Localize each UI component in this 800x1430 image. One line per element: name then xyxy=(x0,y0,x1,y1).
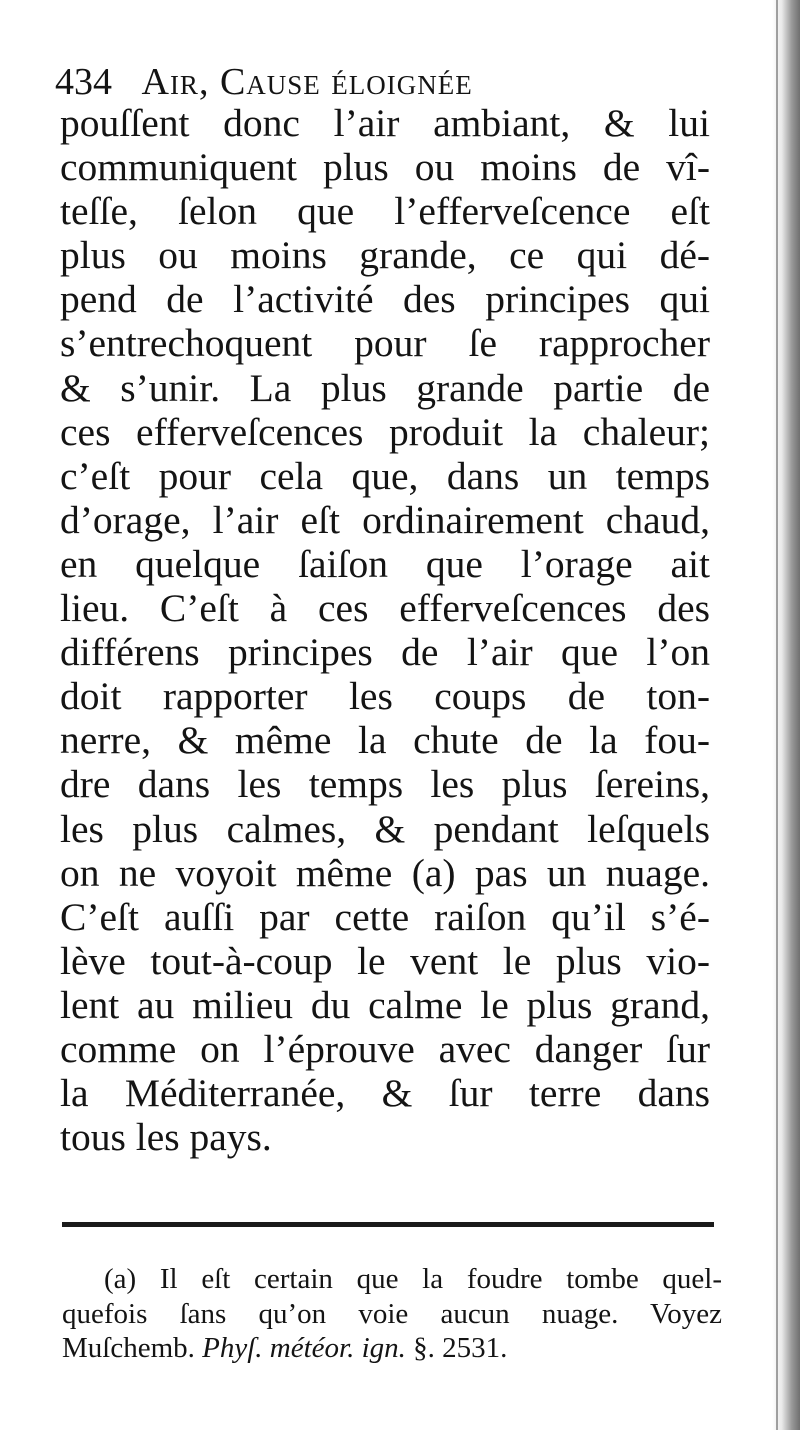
text-line: plus ou moins grande, ce qui dé- xyxy=(60,233,710,278)
text-line: la Méditerranée, & ſur terre dans xyxy=(60,1071,710,1116)
page-number: 434 xyxy=(55,61,112,103)
text-line: doit rapporter les coups de ton- xyxy=(60,674,710,719)
text-line: communiquent plus ou moins de vî- xyxy=(60,145,710,190)
footnote-citation xyxy=(62,1331,722,1366)
text-line: d’orage, l’air eſt ordinairement chaud, xyxy=(60,497,710,542)
text-line: C’eſt auſſi par cette raiſon qu’il s’é- xyxy=(60,894,710,939)
text-line: lieu. C’eſt à ces efferveſcences des xyxy=(60,586,710,631)
text-line: lent au milieu du calme le plus grand, xyxy=(60,982,710,1027)
text-line: & s’unir. La plus grande partie de xyxy=(60,365,710,410)
text-line: en quelque ſaiſon que l’orage ait xyxy=(60,541,710,586)
text-line: lève tout-à-coup le vent le plus vio- xyxy=(60,938,710,983)
text-line: dre dans les temps les plus ſereins, xyxy=(60,762,710,807)
binding-line xyxy=(776,0,778,1430)
citation-author: Muſchemb. xyxy=(62,1332,195,1364)
text-line: pend de l’activité des principes qui xyxy=(60,277,710,322)
citation-work: Phyſ. météor. ign. xyxy=(202,1332,406,1364)
text-line: pouſſent donc l’air ambiant, & lui xyxy=(60,101,710,145)
text-line: tous les pays. xyxy=(60,1115,272,1160)
text-line: teſſe, ſelon que l’efferveſcence eſt xyxy=(60,189,710,234)
text-line: nerre, & même la chute de la fou- xyxy=(60,718,710,763)
footnote-line: quefois ſans qu’on voie aucun nuage. Voyez xyxy=(62,1297,722,1330)
text-line: comme on l’éprouve avec danger ſur xyxy=(60,1026,710,1071)
text-line: les plus calmes, & pendant leſquels xyxy=(60,806,710,851)
text-line: on ne voyoit même (a) pas un nuage. xyxy=(60,850,710,895)
text-line: ces efferveſcences produit la chaleur; xyxy=(60,409,710,454)
body-text xyxy=(60,101,710,1159)
footnote-rule xyxy=(62,1222,714,1227)
footnote xyxy=(62,1262,722,1366)
footnote-line: (a) Il eſt certain que la foudre tombe quel- xyxy=(104,1263,722,1295)
citation-section: §. 2531. xyxy=(413,1332,508,1364)
text-line: s’entrechoquent pour ſe rapprocher xyxy=(60,321,710,366)
running-title: Air, Cause éloignée xyxy=(141,61,473,103)
text-line: c’eſt pour cela que, dans un temps xyxy=(60,453,710,498)
text-line: différens principes de l’air que l’on xyxy=(60,630,710,675)
